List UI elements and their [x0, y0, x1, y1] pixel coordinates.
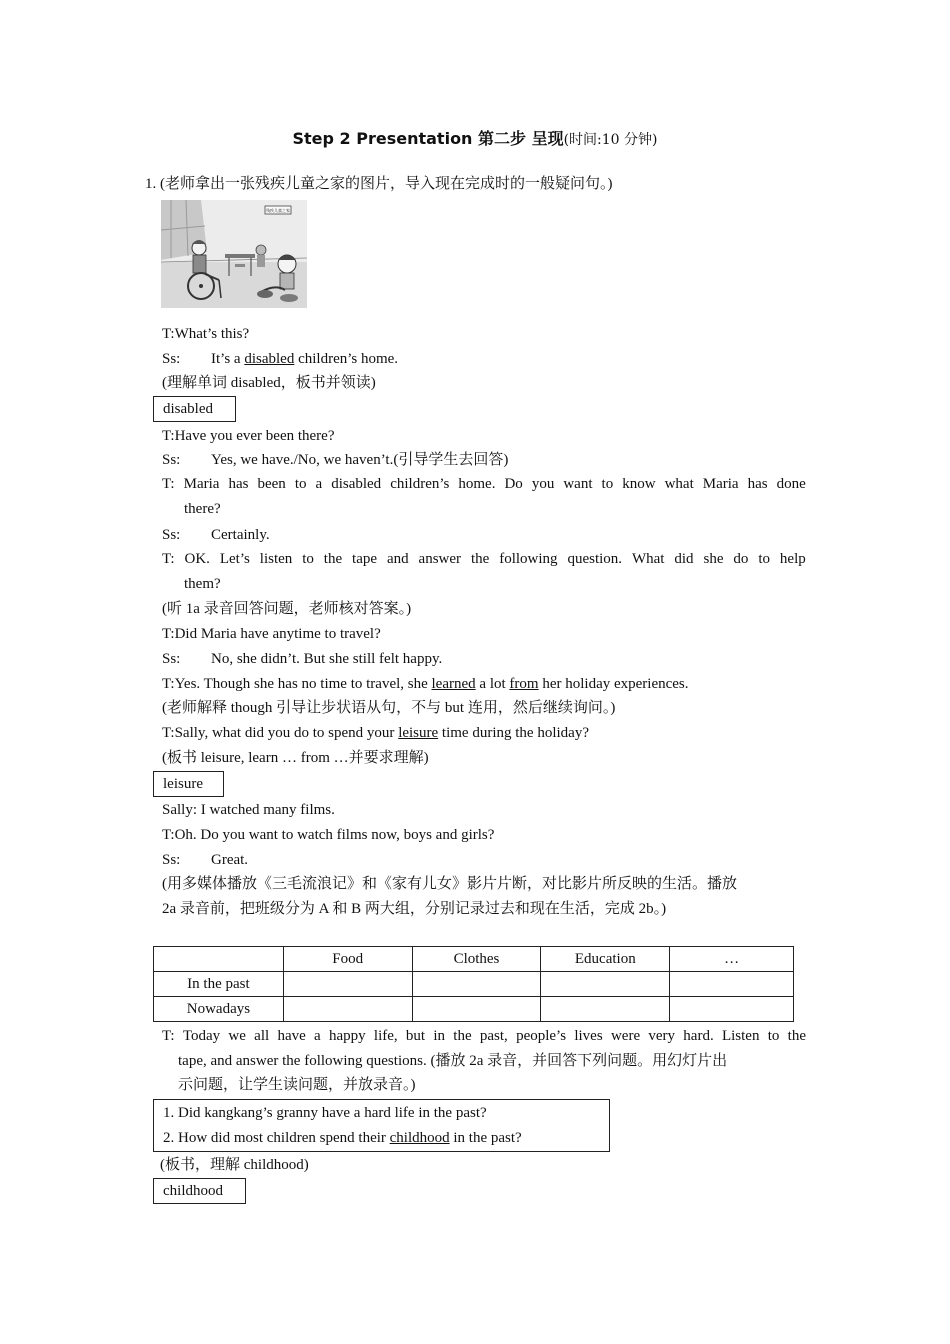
word: people’s: [516, 1028, 567, 1044]
word: Let’s: [219, 551, 250, 567]
paragraph-2-words: [162, 547, 806, 572]
dialogue-line-5: Ss: Yes, we have./No, we haven’t.(引导学生去回答): [162, 452, 509, 468]
table-header-cell: Education: [541, 947, 670, 972]
word: to: [294, 476, 307, 492]
word: a: [314, 1028, 321, 1044]
dialogue-paragraph-3: [162, 1024, 806, 1098]
questions-box: [153, 1099, 610, 1152]
dialogue-line-4: T:Have you ever been there?: [162, 428, 335, 444]
section-title-bold: Step 2 Presentation 第二步 呈现: [292, 129, 564, 148]
table-cell: [670, 972, 794, 997]
board-word-disabled: disabled: [153, 396, 236, 422]
word: hard.: [683, 1028, 714, 1044]
item-1-intro: 1. (老师拿出一张残疾儿童之家的图片，导入现在完成时的一般疑问句。): [145, 176, 613, 192]
table-row: [154, 972, 794, 997]
word: she: [703, 551, 724, 567]
table-cell: [670, 997, 794, 1022]
comparison-table: [153, 946, 794, 1022]
word: to: [767, 1028, 780, 1044]
section-title: [0, 126, 950, 149]
word: want: [563, 476, 593, 492]
word: OK.: [184, 551, 210, 567]
paragraph-3-line-3: 示问题，让学生读问题，并放录音。): [178, 1077, 416, 1093]
dialogue-line-14: Sally: I watched many films.: [162, 802, 335, 818]
word: did: [674, 551, 694, 567]
word: and: [386, 551, 409, 567]
word: the: [453, 1028, 472, 1044]
word: answer: [418, 551, 462, 567]
paragraph-1-words: [162, 472, 806, 497]
word: Maria: [702, 476, 739, 492]
word: done: [776, 476, 806, 492]
word: children’s: [390, 476, 450, 492]
word: question.: [567, 551, 623, 567]
section-title-time: (时间:10 分钟): [563, 132, 658, 148]
word: to: [758, 551, 770, 567]
word: has: [747, 476, 768, 492]
dialogue-line-10: T:Yes. Though she has no time to travel, she learned a lot from her holiday experiences.: [162, 676, 689, 692]
paragraph-3-line-2: tape, and answer the following questions. (播放 2a 录音，并回答下列问题。用幻灯片出: [178, 1052, 728, 1069]
word: Maria: [183, 476, 220, 492]
word: been: [257, 476, 286, 492]
table-row: [154, 997, 794, 1022]
word: know: [622, 476, 656, 492]
word: happy: [328, 1028, 366, 1044]
dialogue-line-3: (理解单词 disabled，板书并领读): [162, 375, 376, 391]
dialogue-line-15: T:Oh. Do you want to watch films now, boys and girls?: [162, 827, 495, 843]
dialogue-line-19: (板书，理解 childhood): [160, 1157, 309, 1173]
word: T:: [162, 1028, 175, 1044]
word: T:: [162, 551, 175, 567]
word: very: [648, 1028, 676, 1044]
word: What: [631, 551, 665, 567]
dialogue-line-9: Ss: No, she didn’t. But she still felt happy.: [162, 651, 443, 667]
table-header-cell: Clothes: [412, 947, 541, 972]
word: to: [302, 551, 314, 567]
paragraph-1-line-2: there?: [184, 501, 221, 517]
word: what: [664, 476, 694, 492]
picture-sign: 残疾儿童之家: [266, 208, 290, 213]
question-1: 1. Did kangkang’s granny have a hard life in the past?: [163, 1105, 487, 1121]
word: T:: [162, 476, 175, 492]
dialogue-line-12: T:Sally, what did you do to spend your leisure time during the holiday?: [162, 725, 589, 741]
word: lives: [574, 1028, 603, 1044]
word: past,: [479, 1028, 508, 1044]
table-header-row: [154, 947, 794, 972]
dialogue-line-18: 2a 录音前，把班级分为 A 和 B 两大组，分别记录过去和现在生活，完成 2b。): [162, 901, 667, 917]
table-header-cell: [154, 947, 284, 972]
word: life,: [373, 1028, 398, 1044]
word: a: [315, 476, 323, 492]
table-cell: [541, 972, 670, 997]
dialogue-line-2: Ss: It’s a disabled children’s home.: [162, 351, 399, 367]
dialogue-line-1: T:What’s this?: [162, 326, 250, 342]
dialogue-line-17: (用多媒体播放《三毛流浪记》和《家有儿女》影片片断，对比影片所反映的生活。播放: [162, 876, 737, 892]
dialogue-paragraph-1: [162, 472, 806, 522]
word: has: [228, 476, 249, 492]
word: the: [323, 551, 343, 567]
word: we: [228, 1028, 246, 1044]
dialogue-line-8: T:Did Maria have anytime to travel?: [162, 626, 381, 642]
dialogue-line-7: (听 1a 录音回答问题，老师核对答案。): [162, 601, 412, 617]
word: listen: [259, 551, 293, 567]
dialogue-line-6: Ss: Certainly.: [162, 527, 270, 543]
word: all: [254, 1028, 270, 1044]
word: disabled: [331, 476, 382, 492]
word: the: [787, 1028, 806, 1044]
word: do: [733, 551, 749, 567]
word: have: [277, 1028, 306, 1044]
paragraph-3-words: [162, 1024, 806, 1049]
word: help: [779, 551, 806, 567]
table-cell: [283, 997, 412, 1022]
word: Today: [182, 1028, 221, 1044]
table-cell: [412, 972, 541, 997]
word: Do: [504, 476, 523, 492]
dialogue-line-13: (板书 leisure, learn … from …并要求理解): [162, 750, 429, 766]
table-cell: [541, 997, 670, 1022]
table-cell: [412, 997, 541, 1022]
table-header-cell: Food: [283, 947, 412, 972]
table-header-cell: …: [670, 947, 794, 972]
table-row-label: In the past: [154, 972, 284, 997]
paragraph-2-line-2: them?: [184, 576, 221, 592]
table-cell: [283, 972, 412, 997]
dialogue-paragraph-2: [162, 547, 806, 597]
word: but: [405, 1028, 426, 1044]
dialogue-line-11: (老师解释 though 引导让步状语从句，不与 but 连用，然后继续询问。): [162, 700, 616, 716]
word: tape: [352, 551, 378, 567]
word: were: [610, 1028, 641, 1044]
disabled-children-home-illustration: [161, 200, 307, 308]
board-word-leisure: leisure: [153, 771, 224, 797]
word: to: [601, 476, 614, 492]
word: Listen: [721, 1028, 760, 1044]
word: following: [499, 551, 558, 567]
word: home.: [458, 476, 496, 492]
dialogue-line-16: Ss: Great.: [162, 852, 249, 868]
word: in: [433, 1028, 446, 1044]
word: the: [470, 551, 490, 567]
table-row-label: Nowadays: [154, 997, 284, 1022]
board-word-childhood: childhood: [153, 1178, 246, 1204]
word: you: [531, 476, 555, 492]
question-2: 2. How did most children spend their childhood in the past?: [163, 1130, 522, 1146]
